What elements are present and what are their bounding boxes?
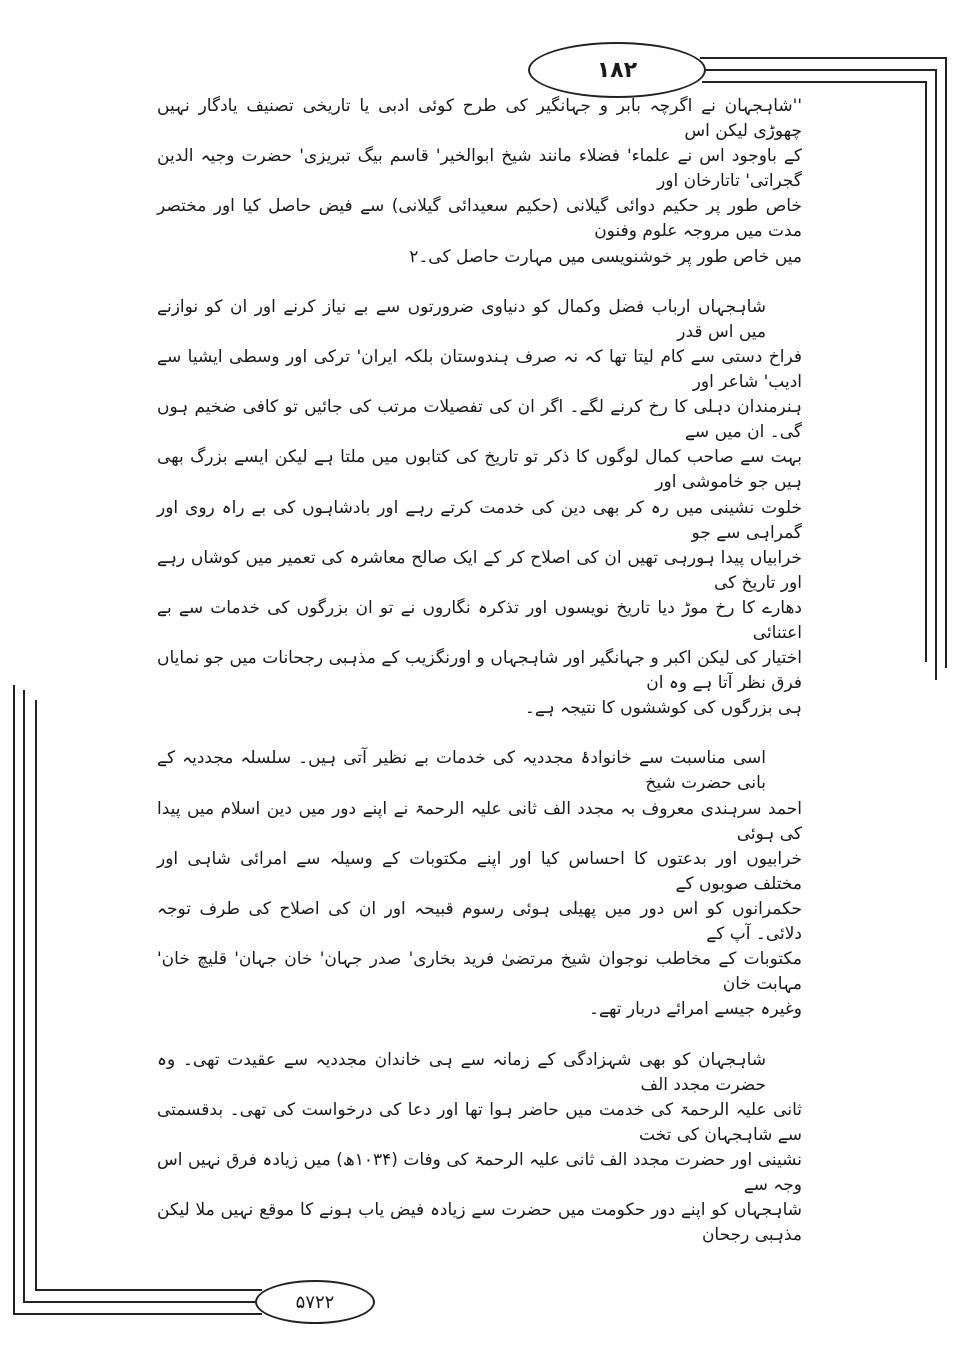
text-line: اسی مناسبت سے خانوادۂ مجددیہ کی خدمات بے نظیر آتی ہیں۔ سلسلہ مجددیہ کے بانی حضرت شیخ [157,748,766,794]
text-line: نشینی اور حضرت مجدد الف ثانی علیہ الرحمۃ کی وفات (۱۰۳۴ھ) میں زیادہ فرق نہیں اس وجہ سے [157,1149,802,1195]
text-line: خرابیاں پیدا ہورہی تھیں ان کی اصلاح کر کے ایک صالح معاشرہ کی تعمیر میں کوشاں رہے اور تاریخ کی [157,547,802,593]
paragraph [157,1048,802,1249]
text-line: فراخ دستی سے کام لیتا تھا کہ نہ صرف ہندوستان بلکہ ایران' ترکی اور وسطی ایشیا سے ادیب' شاعر اور [157,346,802,392]
paragraph [157,94,802,295]
text-line: خرابیوں اور بدعتوں کا احساس کیا اور اپنے مکتوبات کے وسیلہ سے امرائی شاہی اور مختلف صوبوں کے [157,848,802,894]
body-text [157,94,802,1248]
text-line: ہنرمندان دہلی کا رخ کرنے لگے۔ اگر ان کی تفصیلات مرتب کی جائیں تو کافی ضخیم ہوں گی۔ ان میں سے [157,397,802,443]
text-line: دھارے کا رخ موڑ دیا تاریخ نویسوں اور تذکرہ نگاروں نے تو ان بزرگوں کی خدمات سے بے اعتنائی [157,597,802,643]
text-line: میں خاص طور پر خوشنویسی میں مہارت حاصل کی۔۲ [409,246,802,267]
text-line: شاہجہاں کو اپنے دور حکومت میں حضرت سے زیادہ فیض یاب ہونے کا موقع نہیں ملا لیکن مذہبی رجحان [157,1200,802,1246]
text-line: وغیرہ جیسے امرائے دربار تھے۔ [589,999,802,1020]
text-line: حکمرانوں کو اس دور میں پھیلی ہوئی رسوم قبیحہ اور ان کی اصلاح کی طرف توجہ دلائی۔ آپ کے [157,899,802,944]
text-line: مکتوبات کے مخاطب نوجوان شیخ مرتضیٰ فرید بخاری' صدر جہان' خان جہان' قلیچ خان' مہابت خان [157,949,802,995]
text-line: ثانی علیہ الرحمۃ کی خدمت میں حاضر ہوا تھا اور دعا کی درخواست کی تھی۔ بدقسمتی سے شاہجہان کی تخت [157,1099,802,1145]
text-line: اختیار کی لیکن اکبر و جہانگیر اور شاہجہاں و اورنگزیب کے مذہبی رجحانات میں جو نمایاں فرق نظر آتا ہے وہ ان [157,648,802,694]
text-line: ''شاہجہان نے اگرچہ بابر و جہانگیر کی طرح کوئی ادبی یا تاریخی تصنیف یادگار نہیں چھوڑی لیکن اس [157,96,802,141]
text-line: بہت سے صاحب کمال لوگوں کا ذکر تو تاریخ کی کتابوں میں ملتا ہے لیکن ایسے بزرگ بھی ہیں جو خاموشی اور [157,447,802,493]
footer-code: ۵۷۲۲ [255,1280,375,1324]
text-line: ہی بزرگوں کی کوششوں کا نتیجہ ہے۔ [524,698,802,719]
text-line: خلوت نشینی میں رہ کر بھی دین کی خدمت کرتے رہے اور بادشاہوں کی بے راہ روی اور گمراہی سے جو [157,497,802,543]
paragraph [157,746,802,1047]
paragraph [157,295,802,747]
text-line: احمد سرہندی معروف بہ مجدد الف ثانی علیہ الرحمۃ نے اپنے دور میں دین اسلام میں پیدا کی ہوئی [157,798,802,844]
text-line: کے باوجود اس نے علماء' فضلاء مانند شیخ ابوالخیر' قاسم بیگ تبریزی' حضرت وجیہ الدین گجراتی' تاتارخان اور [157,146,802,192]
page-number: ۱۸۲ [528,42,706,98]
text-line: شاہجہان کو بھی شہزادگی کے زمانہ سے ہی خاندان مجددیہ سے عقیدت تھی۔ وہ حضرت مجدد الف [157,1049,766,1095]
text-line: شاہجہاں ارباب فضل وکمال کو دنیاوی ضرورتوں سے بے نیاز کرنے اور ان کو نوازنے میں اس قدر [157,296,766,342]
text-line: خاص طور پر حکیم دوائی گیلانی (حکیم سعیدائی گیلانی) سے فیض حاصل کیا اور مختصر مدت میں مروجہ علوم وفنون [157,196,802,242]
